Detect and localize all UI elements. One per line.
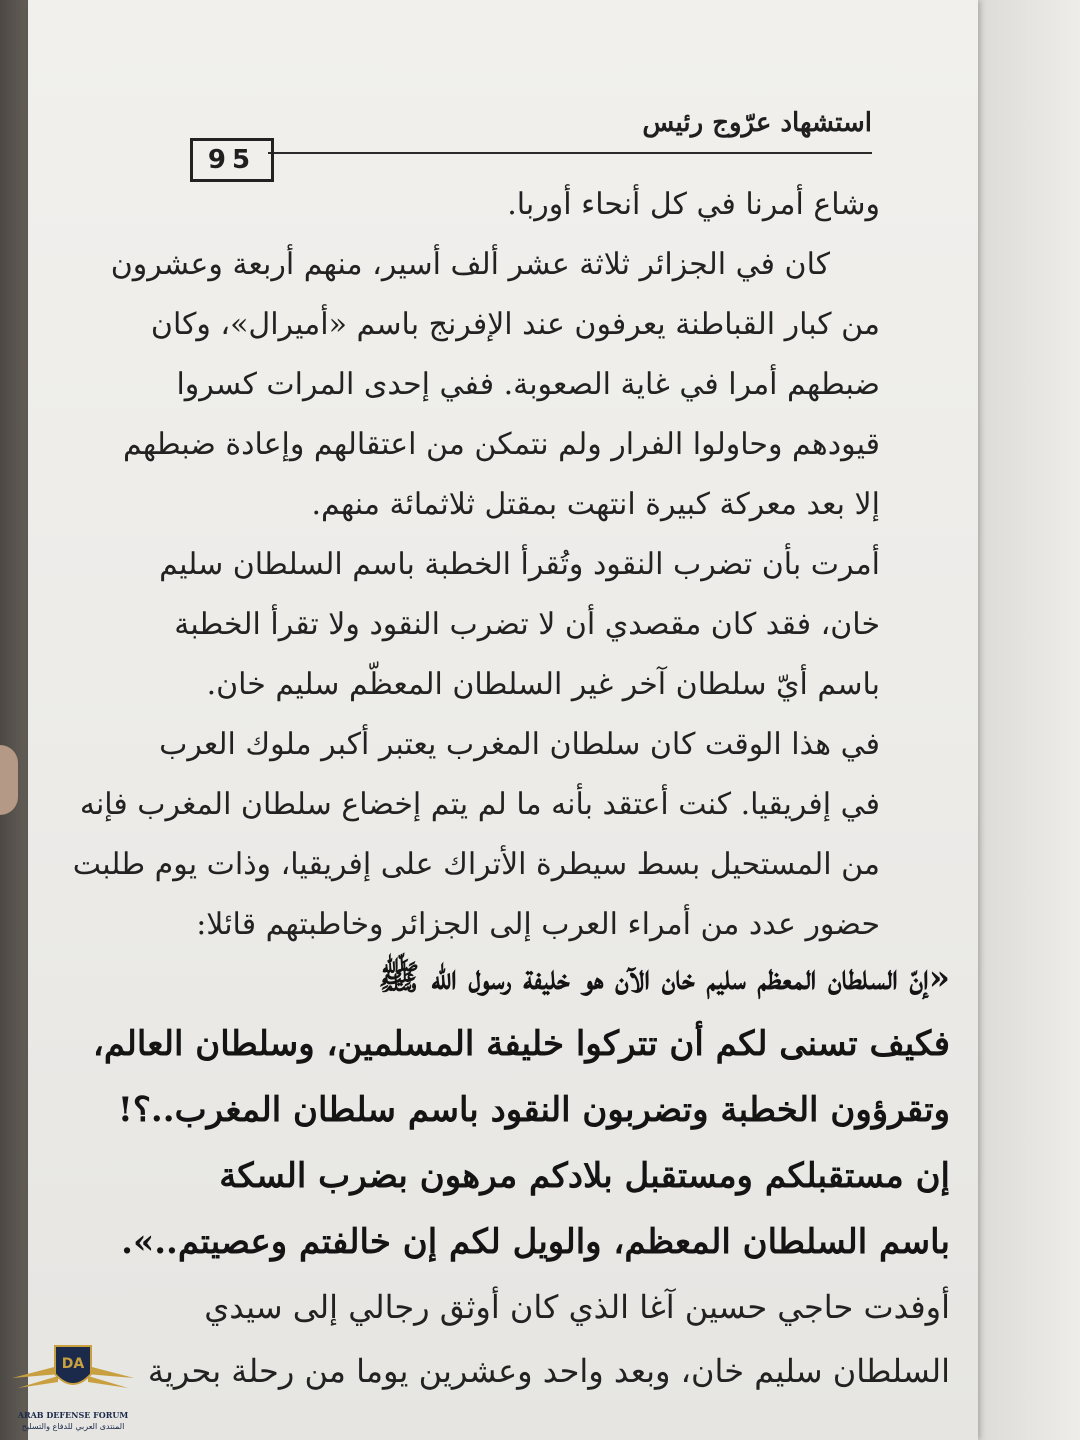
text-line: كان في الجزائر ثلاثة عشر ألف أسير، منهم أربعة وعشرون bbox=[110, 247, 830, 282]
text-line: من كبار القباطنة يعرفون عند الإفرنج باسم «أميرال»، وكان bbox=[150, 307, 880, 342]
text-line: من المستحيل بسط سيطرة الأتراك على إفريقيا، وذات يوم طلبت bbox=[72, 847, 880, 882]
text-line: أوفدت حاجي حسين آغا الذي كان أوثق رجالي إلى سيدي bbox=[204, 1288, 950, 1326]
text-line: قيودهم وحاولوا الفرار ولم نتمكن من اعتقالهم وإعادة ضبطهم bbox=[122, 427, 880, 462]
text-line: حضور عدد من أمراء العرب إلى الجزائر وخاطبتهم قائلا: bbox=[196, 907, 880, 942]
text-line: وشاع أمرنا في كل أنحاء أوربا. bbox=[507, 187, 880, 222]
text-line: إلا بعد معركة كبيرة انتهت بمقتل ثلاثمائة منهم. bbox=[311, 487, 880, 522]
text-line: في إفريقيا. كنت أعتقد بأنه ما لم يتم إخضاع سلطان المغرب فإنه bbox=[79, 787, 880, 822]
logo-name: ARAB DEFENSE FORUM bbox=[17, 1410, 129, 1420]
text-line: أمرت بأن تضرب النقود وتُقرأ الخطبة باسم السلطان سليم bbox=[159, 547, 880, 582]
header-rule bbox=[268, 152, 872, 154]
finger-holding-page bbox=[0, 745, 18, 815]
logo-name-arabic: المنتدى العربي للدفاع والتسليح bbox=[21, 1422, 125, 1431]
quote-line: فكيف تسنى لكم أن تتركوا خليفة المسلمين، وسلطان العالم، bbox=[92, 1024, 950, 1064]
text-line: السلطان سليم خان، وبعد واحد وعشرين يوما من رحلة بحرية bbox=[147, 1352, 950, 1390]
running-head: استشهاد عرّوج رئيس bbox=[642, 108, 872, 138]
quote-line: وتقرؤون الخطبة وتضربون النقود باسم سلطان المغرب..؟! bbox=[117, 1090, 950, 1130]
text-line: ضبطهم أمرا في غاية الصعوبة. ففي إحدى المرات كسروا bbox=[176, 367, 880, 402]
page-number: 95 bbox=[190, 138, 274, 182]
text-line: خان، فقد كان مقصدي أن لا تضرب النقود ولا تقرأ الخطبة bbox=[174, 607, 880, 642]
text-line: باسم أيّ سلطان آخر غير السلطان المعظّم سليم خان. bbox=[206, 667, 880, 702]
forum-logo-icon bbox=[8, 1318, 138, 1438]
quote-line: باسم السلطان المعظم، والويل لكم إن خالفتم وعصيتم..». bbox=[121, 1222, 950, 1262]
logo-initials: DA bbox=[61, 1356, 85, 1372]
quote-line: «إنّ السلطان المعظم سليم خان الآن هو خليفة رسول الله ﷺ bbox=[378, 958, 950, 998]
text-line: في هذا الوقت كان سلطان المغرب يعتبر أكبر ملوك العرب bbox=[159, 727, 880, 762]
quote-and-closing bbox=[92, 945, 950, 1403]
quote-line: إن مستقبلكم ومستقبل بلادكم مرهون بضرب السكة bbox=[219, 1156, 950, 1196]
body-text bbox=[72, 175, 880, 955]
quotation bbox=[92, 945, 950, 1275]
